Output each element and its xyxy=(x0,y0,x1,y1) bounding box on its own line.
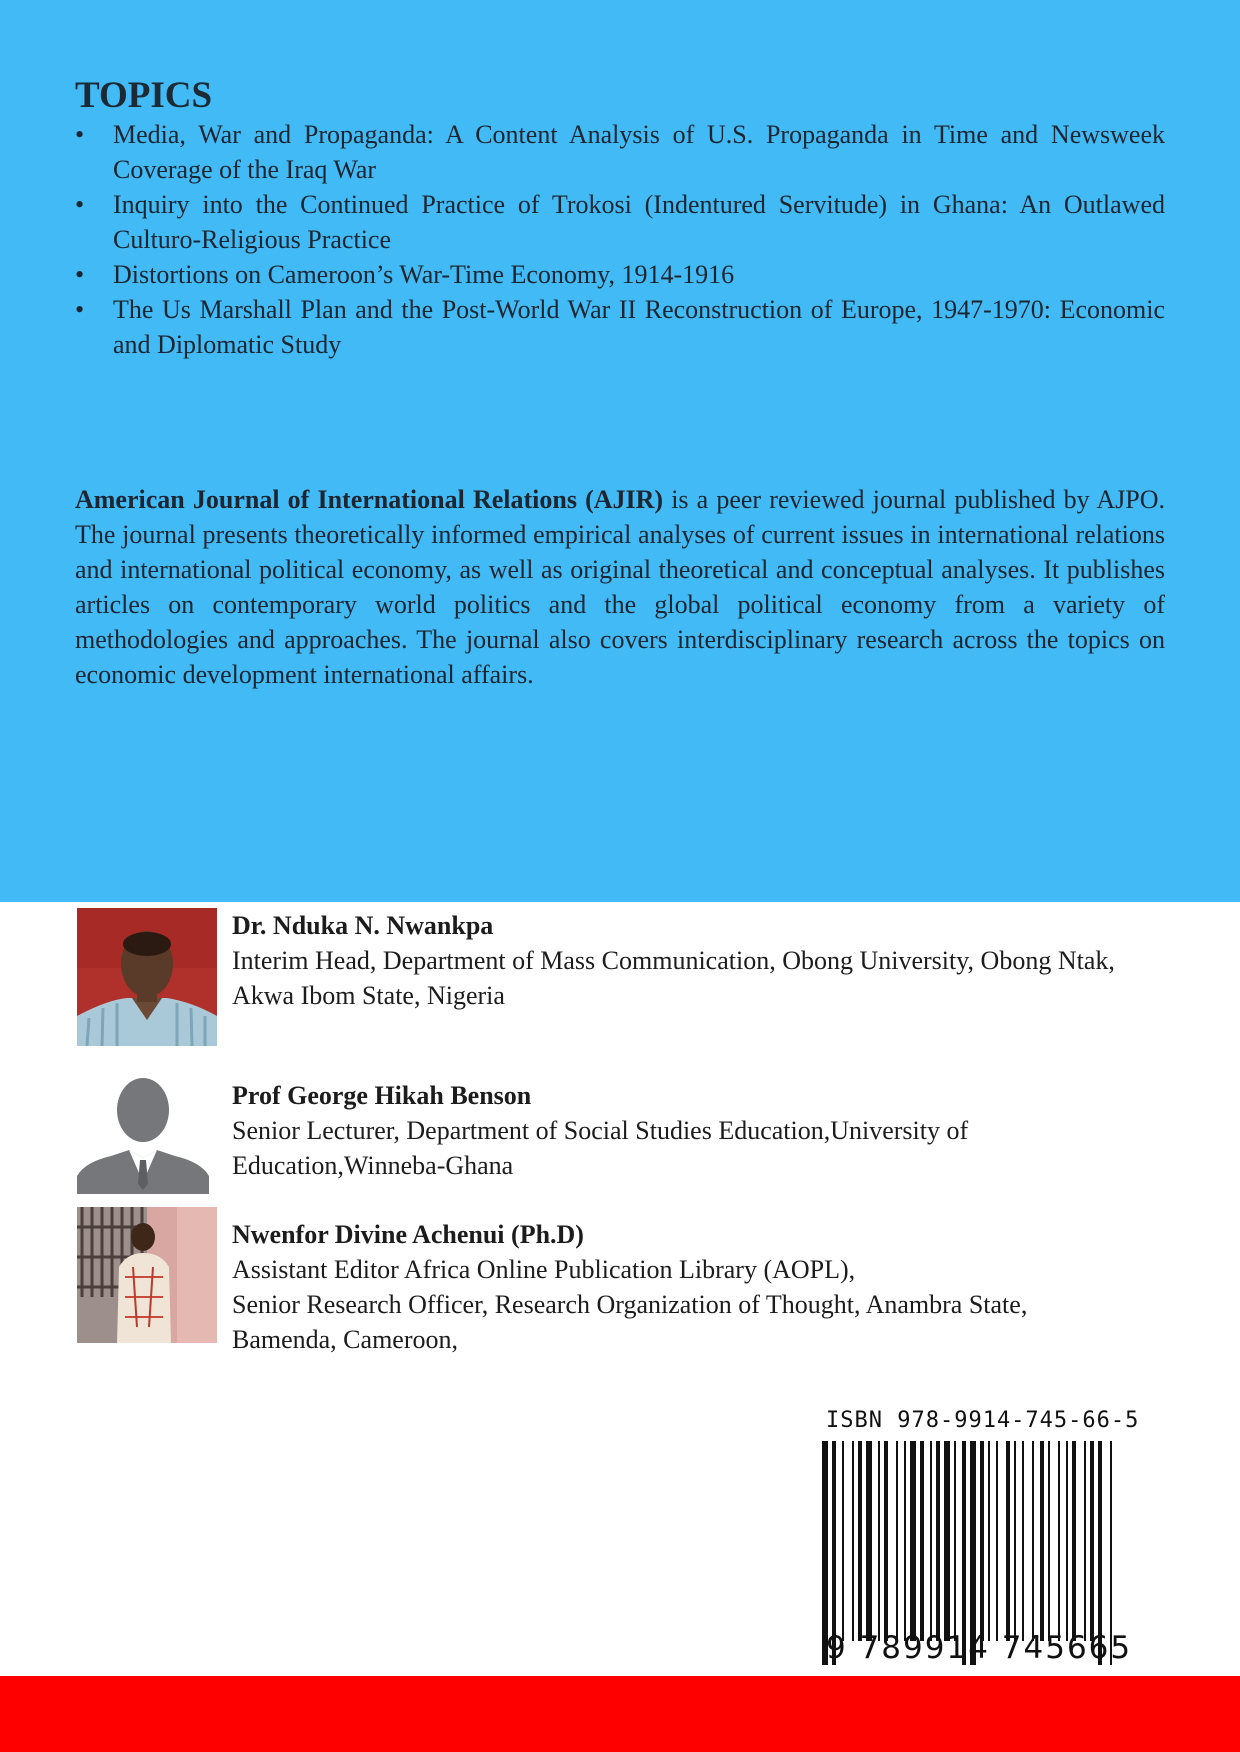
barcode-bar xyxy=(884,1441,888,1641)
topic-item xyxy=(75,257,1165,292)
barcode-bar xyxy=(936,1441,940,1641)
author-name: Dr. Nduka N. Nwankpa xyxy=(232,911,494,940)
topic-text: Media, War and Propaganda: A Content Analysis of U.S. Propaganda in Time and Newsweek Coverage of the Iraq War xyxy=(113,120,1165,184)
journal-name: American Journal of International Relations (AJIR) xyxy=(75,485,664,514)
barcode-bar xyxy=(842,1441,844,1641)
author-affiliation-line: Senior Research Officer, Research Organization of Thought, Anambra State, xyxy=(232,1290,1028,1319)
author-entry xyxy=(77,1207,1177,1357)
barcode-bar xyxy=(1032,1441,1034,1641)
barcode-bar xyxy=(1058,1441,1060,1641)
journal-description xyxy=(75,482,1165,692)
barcode-bar xyxy=(896,1441,898,1641)
author-entry xyxy=(77,908,1177,1048)
author-photo-image xyxy=(77,908,217,1046)
barcode-bar xyxy=(996,1441,998,1641)
bullet-icon: • xyxy=(75,120,85,149)
barcode-bar xyxy=(1040,1441,1044,1641)
author-info xyxy=(232,1217,1162,1357)
topic-item xyxy=(75,117,1165,187)
barcode-bar xyxy=(954,1441,956,1641)
barcode-bar xyxy=(1006,1441,1010,1641)
avatar-silhouette-icon xyxy=(77,1072,209,1194)
barcode-bar xyxy=(1022,1441,1024,1641)
topic-item xyxy=(75,292,1165,362)
author-photo xyxy=(77,908,217,1046)
barcode-bar xyxy=(1090,1441,1094,1641)
barcode-bar xyxy=(878,1441,880,1641)
barcode-bar xyxy=(1014,1441,1016,1641)
barcode-bar xyxy=(1072,1441,1076,1641)
bullet-icon: • xyxy=(75,260,85,289)
isbn-label: ISBN 978-9914-745-66-5 xyxy=(826,1408,1140,1433)
author-name: Prof George Hikah Benson xyxy=(232,1081,532,1110)
barcode-bar xyxy=(988,1441,990,1641)
journal-description-text: is a peer reviewed journal published by AJPO. The journal presents theoretically informed empirical analyses of current issues in international relations and international political economy, as well as original theoretical and conceptual analyses. It publishes articles on contemporary world politics and the global political economy from a variety of methodologies and approaches. The journal also covers interdisciplinary research across the topics on economic development international affairs. xyxy=(75,485,1165,689)
author-name: Nwenfor Divine Achenui (Ph.D) xyxy=(232,1220,584,1249)
author-entry xyxy=(77,1072,1177,1202)
author-affiliation: Senior Lecturer, Department of Social Studies Education,University of Education,Winneba-Ghana xyxy=(232,1116,969,1180)
barcode-bar xyxy=(1048,1441,1050,1641)
topic-text: The Us Marshall Plan and the Post-World War II Reconstruction of Europe, 1947-1970: Economic and Diplomatic Study xyxy=(113,295,1165,359)
barcode-bar xyxy=(858,1441,862,1641)
barcode-bar xyxy=(980,1441,984,1641)
barcode-bar xyxy=(944,1441,950,1641)
author-info xyxy=(232,908,1162,1013)
author-affiliation-line: Assistant Editor Africa Online Publication Library (AOPL), xyxy=(232,1255,856,1284)
barcode-bar xyxy=(920,1441,924,1641)
author-photo-image xyxy=(77,1207,217,1343)
topic-item xyxy=(75,187,1165,257)
barcode-bar xyxy=(904,1441,906,1641)
topics-heading: TOPICS xyxy=(75,75,213,116)
barcode-bar xyxy=(852,1441,854,1641)
topic-text: Distortions on Cameroon’s War-Time Economy, 1914-1916 xyxy=(113,260,735,289)
barcode-bar xyxy=(910,1441,916,1641)
cover-bottom-band xyxy=(0,1676,1240,1752)
barcode-bar xyxy=(930,1441,932,1641)
author-affiliation-line: Bamenda, Cameroon, xyxy=(232,1325,458,1354)
barcode-digits: 9 789914 745665 xyxy=(826,1630,1133,1666)
author-info xyxy=(232,1078,1162,1183)
topics-list xyxy=(75,117,1165,362)
author-photo xyxy=(77,1207,217,1343)
bullet-icon: • xyxy=(75,295,85,324)
author-affiliation: Interim Head, Department of Mass Communication, Obong University, Obong Ntak, Akwa Ibom State, Nigeria xyxy=(232,946,1115,1010)
barcode-bar xyxy=(1066,1441,1068,1641)
barcode-bar xyxy=(866,1441,872,1641)
topic-text: Inquiry into the Continued Practice of Trokosi (Indentured Servitude) in Ghana: An Outlawed Culturo-Religious Practice xyxy=(113,190,1165,254)
bullet-icon: • xyxy=(75,190,85,219)
barcode-bar xyxy=(1084,1441,1086,1641)
